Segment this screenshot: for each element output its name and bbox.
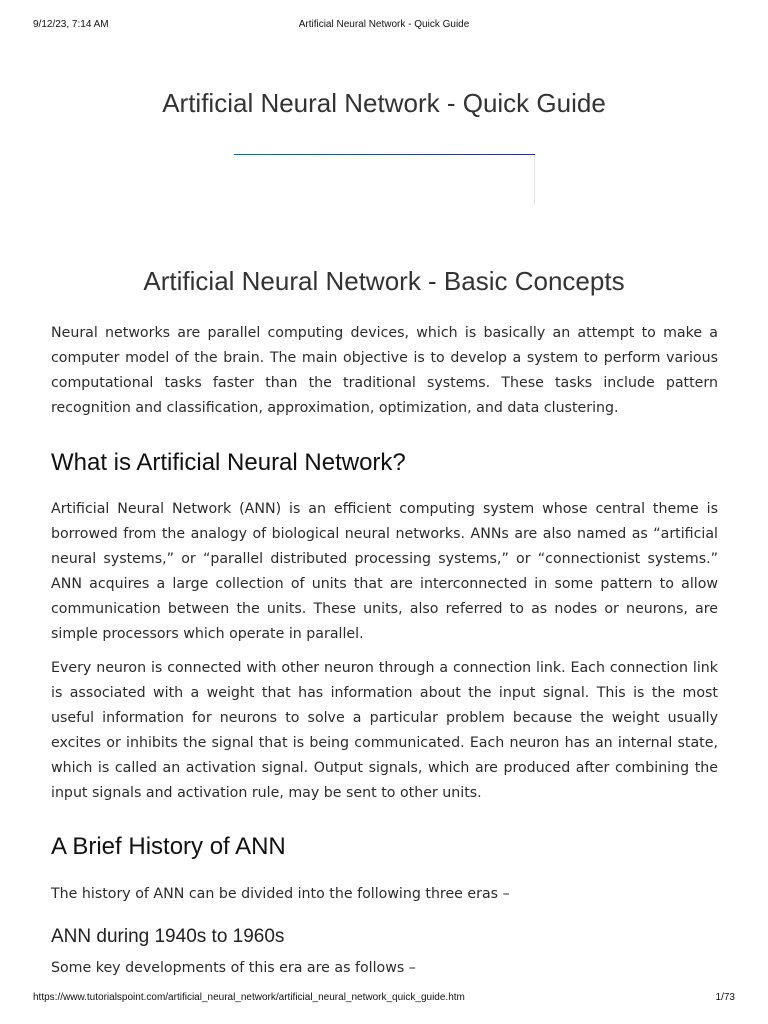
title-underline [234,154,535,155]
neuron-connection-paragraph: Every neuron is connected with other neuron through a connection link. Each connection link is associated with a weight that has information about the input signal. This is the most useful information for neurons to solve a particular problem because the weight usually excites or inhibits the signal that is being communicated. Each neuron has an internal state, which is called an activation signal. Output signals, which are produced after combining the input signals and activation rule, may be sent to other units. [51,660,718,801]
print-page-number: 1/73 [715,992,735,1003]
ann-definition-paragraph: Artificial Neural Network (ANN) is an efficient computing system whose central theme is borrowed from the analogy of biological neural networks. ANNs are also named as “artificial neural systems,” or “parallel distributed processing systems,” or “connectionist systems.” ANN acquires a large collection of units that are interconnected in some pattern to allow communication between the units. These units, also referred to as nodes or neurons, are simple processors which operate in parallel. [51,501,718,642]
history-heading: A Brief History of ANN [51,833,286,860]
print-url: https://www.tutorialspoint.com/artificial_neural_network/artificial_neural_network_quick_guide.htm [33,992,465,1003]
title-underline-tick [534,155,535,205]
what-is-ann-heading: What is Artificial Neural Network? [51,449,406,476]
print-footer [33,992,735,1006]
history-intro: The history of ANN can be divided into the following three eras – [51,886,510,902]
section-title: Artificial Neural Network - Basic Concepts [143,266,625,296]
intro-paragraph: Neural networks are parallel computing devices, which is basically an attempt to make a computer model of the brain. The main objective is to develop a system to perform various computational tasks faster than the traditional systems. These tasks include pattern recognition and classification, approximation, optimization, and data clustering. [51,325,718,416]
print-page-title: Artificial Neural Network - Quick Guide [298,19,470,30]
era-1940s-heading: ANN during 1940s to 1960s [51,926,285,947]
print-datetime: 9/12/23, 7:14 AM [33,19,109,30]
print-header [33,19,735,33]
era-intro: Some key developments of this era are as follows – [51,960,416,976]
document-title: Artificial Neural Network - Quick Guide [162,88,606,118]
